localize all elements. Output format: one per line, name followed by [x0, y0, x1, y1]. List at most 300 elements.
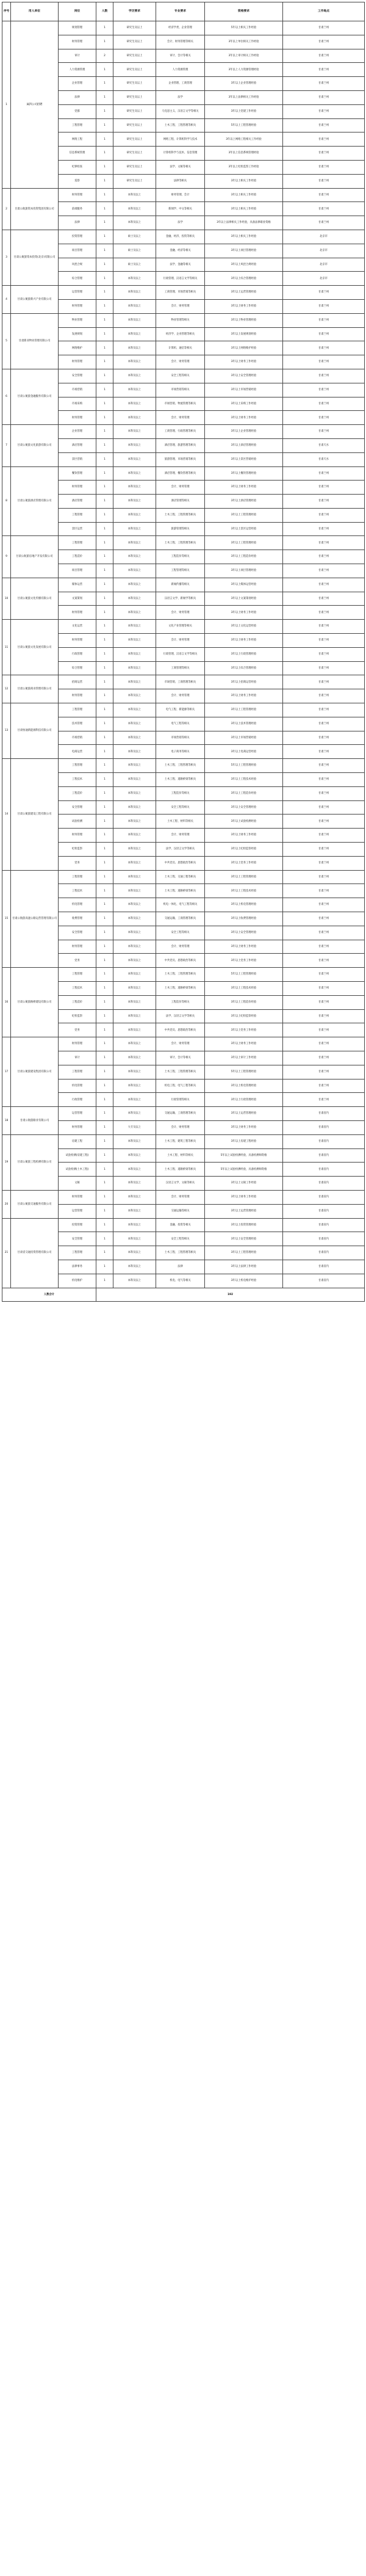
- count-cell: 1: [96, 1232, 113, 1246]
- qualification-cell: 3年以上网络维护经验: [205, 341, 283, 355]
- location-cell: 甘肃省内: [283, 1163, 365, 1177]
- education-cell: 本科及以上: [113, 912, 156, 926]
- major-cell: 土木工程、工程管理等相关: [156, 1246, 205, 1260]
- unit-cell: 甘肃新业物业管理有限公司: [11, 313, 59, 369]
- unit-cell: 甘肃公航旅交通服务有限公司: [11, 1190, 59, 1218]
- qualification-cell: 3年以上相关工作经验: [205, 230, 283, 244]
- qualification-cell: 3年以上收费管理经验: [205, 912, 283, 926]
- unit-cell: 甘肃公航旅酒店管理有限公司: [11, 466, 59, 536]
- major-cell: 会计、财务管理: [156, 411, 205, 425]
- count-cell: 1: [96, 745, 113, 759]
- major-cell: 行政管理、汉语言文学等相关: [156, 647, 205, 661]
- unit-cell: 甘肃公航旅文化传播有限公司: [11, 578, 59, 619]
- major-cell: 工程造价等相关: [156, 995, 205, 1009]
- education-cell: 本科及以上: [113, 1204, 156, 1218]
- location-cell: 甘肃兰州: [283, 536, 365, 550]
- unit-cell: 甘肃公航旅资本投资(北京)有限公司: [11, 230, 59, 285]
- qualification-cell: 3年以上工程管理经验: [205, 508, 283, 522]
- position-cell: 法律: [59, 90, 96, 104]
- unit-cell: 甘肃公航旅路业有限公司: [11, 1107, 59, 1135]
- position-cell: 财务管理: [59, 481, 96, 495]
- qualification-cell: 3年以上机电管理经验: [205, 1079, 283, 1093]
- major-cell: 酒店管理、旅游管理等相关: [156, 438, 205, 452]
- position-cell: 工程管理: [59, 118, 96, 132]
- major-cell: 行政管理等相关: [156, 1093, 205, 1107]
- position-cell: 收费管理: [59, 912, 96, 926]
- major-cell: 市场营销、物流管理等相关: [156, 397, 205, 411]
- count-cell: 1: [96, 369, 113, 383]
- location-cell: 甘肃兰州: [283, 829, 365, 843]
- header-count: 人数: [96, 2, 113, 21]
- unit-cell: 甘肃公航旅文化旅游有限公司: [11, 425, 59, 466]
- position-cell: 前端服务: [59, 202, 96, 216]
- education-cell: 本科及以上: [113, 1177, 156, 1191]
- position-cell: 机电维护: [59, 1274, 96, 1288]
- table-row: [2, 1037, 365, 1051]
- education-cell: 本科及以上: [113, 661, 156, 675]
- count-cell: 1: [96, 466, 113, 481]
- position-cell: 工程造价: [59, 786, 96, 800]
- location-cell: 甘肃兰州: [283, 49, 365, 63]
- position-cell: 安全管理: [59, 800, 96, 815]
- education-cell: 本科及以上: [113, 968, 156, 982]
- location-cell: 甘肃兰州: [283, 1065, 365, 1079]
- education-cell: 研究生及以上: [113, 147, 156, 161]
- location-cell: 甘肃省内: [283, 1190, 365, 1204]
- location-cell: 甘肃兰州: [283, 564, 365, 578]
- education-cell: 本科及以上: [113, 508, 156, 522]
- location-cell: 甘肃兰州: [283, 411, 365, 425]
- qualification-cell: 3年以上人力资源管理经验: [205, 63, 283, 77]
- qualification-cell: 3年以上安全管理经验: [205, 1232, 283, 1246]
- education-cell: 本科及以上: [113, 620, 156, 634]
- position-cell: 酒店管理: [59, 438, 96, 452]
- position-cell: 市场营销: [59, 731, 96, 745]
- position-cell: 党务: [59, 954, 96, 968]
- qualification-cell: 3年以上工程管理经验: [205, 870, 283, 884]
- count-cell: 1: [96, 968, 113, 982]
- position-cell: 文案策划: [59, 592, 96, 606]
- qualification-cell: 3年以上网络工程相关工作经验: [205, 132, 283, 147]
- number-cell: 14: [2, 759, 11, 870]
- education-cell: 本科及以上: [113, 536, 156, 550]
- number-cell: 5: [2, 313, 11, 369]
- major-cell: 会计、财务管理: [156, 299, 205, 313]
- education-cell: 本科及以上: [113, 717, 156, 731]
- location-cell: 甘肃兰州: [283, 341, 365, 355]
- position-cell: 纪检监察: [59, 843, 96, 857]
- position-cell: 工程管理: [59, 703, 96, 717]
- location-cell: 甘肃兰州: [283, 466, 365, 481]
- qualification-cell: 5年以上工程管理经验: [205, 968, 283, 982]
- location-cell: 甘肃兰州: [283, 327, 365, 341]
- table-row: [2, 703, 365, 717]
- education-cell: 本科及以上: [113, 1218, 156, 1232]
- major-cell: 土木工程、工程管理等相关: [156, 1065, 205, 1079]
- major-cell: 人力资源管理: [156, 63, 205, 77]
- total-row: [2, 1288, 365, 1302]
- count-cell: 1: [96, 313, 113, 327]
- unit-cell: 甘肃公航旅金融服务有限公司: [11, 369, 59, 424]
- count-cell: 1: [96, 717, 113, 731]
- qualification-cell: 3年以上招商运营经验: [205, 675, 283, 689]
- location-cell: 甘肃兰州: [283, 397, 365, 411]
- qualification-cell: 5年以上工程管理经验: [205, 759, 283, 773]
- position-cell: 工程技术: [59, 981, 96, 995]
- count-cell: 1: [96, 1107, 113, 1121]
- qualification-cell: 3年以上财务工作经验: [205, 299, 283, 313]
- location-cell: 甘肃兰州: [283, 856, 365, 870]
- position-cell: 酒店管理: [59, 495, 96, 509]
- location-cell: 甘肃兰州: [283, 508, 365, 522]
- qualification-cell: 3年以上行政管理经验: [205, 1093, 283, 1107]
- location-cell: 北京市: [283, 244, 365, 258]
- count-cell: 1: [96, 661, 113, 675]
- location-cell: 甘肃兰州: [283, 202, 365, 216]
- education-cell: 研究生及以上: [113, 174, 156, 188]
- count-cell: 1: [96, 522, 113, 536]
- qualification-cell: 3年以上安全管理经验: [205, 800, 283, 815]
- position-cell: 工程管理: [59, 1246, 96, 1260]
- count-cell: 1: [96, 1079, 113, 1093]
- table-row: [2, 1218, 365, 1232]
- count-cell: 1: [96, 355, 113, 369]
- qualification-cell: 3年以上文秘工作经验: [205, 1177, 283, 1191]
- qualification-cell: 5年以上试验检测经验，具备检测师资格: [205, 1163, 283, 1177]
- education-cell: 本科及以上: [113, 815, 156, 829]
- table-row: [2, 1190, 365, 1204]
- unit-cell: 甘肃公航旅商业管理有限公司: [11, 675, 59, 703]
- qualification-cell: 3年以上综合管理经验: [205, 272, 283, 286]
- count-cell: 1: [96, 815, 113, 829]
- education-cell: 本科及以上: [113, 1037, 156, 1051]
- position-cell: 投资管理: [59, 230, 96, 244]
- qualification-cell: 3年以上单位相关工作经验: [205, 35, 283, 49]
- table-row: [2, 620, 365, 634]
- major-cell: 会计、财务管理: [156, 634, 205, 648]
- location-cell: 甘肃省内: [283, 1260, 365, 1274]
- count-cell: 1: [96, 884, 113, 898]
- position-cell: 审计: [59, 1051, 96, 1065]
- count-cell: 1: [96, 258, 113, 272]
- major-cell: 旅游管理、市场营销等相关: [156, 452, 205, 466]
- count-cell: 1: [96, 230, 113, 244]
- qualification-cell: 3年以上相关工作经验: [205, 202, 283, 216]
- education-cell: 本科及以上: [113, 578, 156, 592]
- qualification-cell: 3年以上企业管理经验: [205, 425, 283, 439]
- position-cell: 综合管理: [59, 272, 96, 286]
- count-cell: 1: [96, 940, 113, 954]
- number-cell: 6: [2, 369, 11, 424]
- education-cell: 本科及以上: [113, 884, 156, 898]
- education-cell: 本科及以上: [113, 355, 156, 369]
- education-cell: 本科及以上: [113, 731, 156, 745]
- education-cell: 本科及以上: [113, 452, 156, 466]
- education-cell: 本科及以上: [113, 272, 156, 286]
- location-cell: 甘肃省内: [283, 1204, 365, 1218]
- table-body: [2, 21, 365, 1302]
- number-cell: 18: [2, 1107, 11, 1135]
- count-cell: 1: [96, 495, 113, 509]
- location-cell: 甘肃兰州: [283, 884, 365, 898]
- position-cell: 工程管理: [59, 870, 96, 884]
- qualification-cell: 3年以上项目管理经验: [205, 564, 283, 578]
- major-cell: 会计、财务管理: [156, 940, 205, 954]
- qualification-cell: 5年以上工程管理经验: [205, 118, 283, 132]
- position-cell: 招商运营: [59, 675, 96, 689]
- education-cell: 研究生及以上: [113, 132, 156, 147]
- major-cell: 工商管理、市场营销等相关: [156, 286, 205, 300]
- major-cell: 土木工程、工程管理等相关: [156, 968, 205, 982]
- major-cell: 汉语言文学、文秘等相关: [156, 1177, 205, 1191]
- position-cell: 财务管理: [59, 829, 96, 843]
- education-cell: 本科及以上: [113, 606, 156, 620]
- number-cell: 12: [2, 675, 11, 703]
- qualification-cell: 3年以上财务工作经验: [205, 634, 283, 648]
- table-row: [2, 1107, 365, 1121]
- position-cell: 党群: [59, 104, 96, 118]
- major-cell: 土木工程、材料等相关: [156, 815, 205, 829]
- position-cell: 企业管理: [59, 77, 96, 91]
- major-cell: 土木工程、工程管理等相关: [156, 118, 205, 132]
- number-cell: 13: [2, 703, 11, 759]
- location-cell: 甘肃兰州: [283, 160, 365, 174]
- education-cell: 本科及以上: [113, 1134, 156, 1148]
- qualification-cell: 3年以上工程管理经验: [205, 703, 283, 717]
- qualification-cell: 3年以上相关工作经验: [205, 188, 283, 202]
- count-cell: 1: [96, 202, 113, 216]
- position-cell: 财务管理: [59, 940, 96, 954]
- count-cell: 1: [96, 244, 113, 258]
- education-cell: 研究生及以上: [113, 90, 156, 104]
- education-cell: 本科及以上: [113, 1009, 156, 1023]
- location-cell: 甘肃兰州: [283, 703, 365, 717]
- major-cell: 法学、金融等相关: [156, 258, 205, 272]
- major-cell: 法学、汉语言文学等相关: [156, 843, 205, 857]
- qualification-cell: 3年以上酒店管理经验: [205, 495, 283, 509]
- education-cell: 本科及以上: [113, 773, 156, 787]
- position-cell: 信息系统管理: [59, 147, 96, 161]
- qualification-cell: 3年以上审计相关工作经验: [205, 49, 283, 63]
- count-cell: 1: [96, 286, 113, 300]
- position-cell: 物业管理: [59, 313, 96, 327]
- location-cell: 甘肃兰州: [283, 383, 365, 397]
- qualification-cell: 3年以上工程造价经验: [205, 995, 283, 1009]
- count-cell: 1: [96, 438, 113, 452]
- unit-cell: 甘肃公航旅文化发展有限公司: [11, 620, 59, 675]
- education-cell: 本科及以上: [113, 411, 156, 425]
- count-cell: 1: [96, 773, 113, 787]
- position-cell: 试验检测: [59, 815, 96, 829]
- major-cell: 金融、经济等相关: [156, 244, 205, 258]
- qualification-cell: 3年以上财务工作经验: [205, 1037, 283, 1051]
- qualification-cell: 3年以上文化运营经验: [205, 620, 283, 634]
- location-cell: 甘肃兰州: [283, 1051, 365, 1065]
- major-cell: 行政管理、汉语言文学等相关: [156, 272, 205, 286]
- major-cell: 机电一体化、电气工程等相关: [156, 898, 205, 912]
- location-cell: 甘肃兰州: [283, 786, 365, 800]
- location-cell: 甘肃省内: [283, 1232, 365, 1246]
- major-cell: 计算机科学与技术、信息管理: [156, 147, 205, 161]
- major-cell: 财务管理、会计: [156, 188, 205, 202]
- education-cell: 本科及以上: [113, 425, 156, 439]
- count-cell: 1: [96, 1120, 113, 1134]
- education-cell: 本科及以上: [113, 1107, 156, 1121]
- education-cell: 本科及以上: [113, 1051, 156, 1065]
- location-cell: 甘肃兰州: [283, 647, 365, 661]
- education-cell: 本科及以上: [113, 592, 156, 606]
- header-position: 岗位: [59, 2, 96, 21]
- qualification-cell: 3年以上工程技术经验: [205, 981, 283, 995]
- location-cell: 甘肃兰州: [283, 981, 365, 995]
- education-cell: 本科及以上: [113, 1163, 156, 1177]
- count-cell: 1: [96, 383, 113, 397]
- education-cell: 本科及以上: [113, 1093, 156, 1107]
- education-cell: 本科及以上: [113, 313, 156, 327]
- number-cell: 20: [2, 1190, 11, 1218]
- qualification-cell: 3年以上采购工作经验: [205, 397, 283, 411]
- count-cell: 1: [96, 77, 113, 91]
- location-cell: 甘肃兰州: [283, 731, 365, 745]
- major-cell: 工程管理等相关: [156, 564, 205, 578]
- education-cell: 研究生及以上: [113, 77, 156, 91]
- major-cell: 电气工程等相关: [156, 717, 205, 731]
- table-row: [2, 188, 365, 202]
- unit-cell: 甘肃公航旅资本投资集团有限公司: [11, 188, 59, 230]
- major-cell: 企业管理、工商管理: [156, 77, 205, 91]
- unit-cell: 甘肃公航旅新兴产业有限公司: [11, 286, 59, 314]
- position-cell: 发展规划: [59, 327, 96, 341]
- location-cell: 甘肃兰州: [283, 174, 365, 188]
- education-cell: 本科及以上: [113, 481, 156, 495]
- location-cell: 甘肃兰州: [283, 1023, 365, 1037]
- education-cell: 研究生及以上: [113, 104, 156, 118]
- count-cell: 1: [96, 550, 113, 564]
- table-row: [2, 870, 365, 884]
- major-cell: 市场营销等相关: [156, 731, 205, 745]
- major-cell: 会计、财务管理: [156, 1120, 205, 1134]
- education-cell: 本科及以上: [113, 829, 156, 843]
- position-cell: 党务: [59, 856, 96, 870]
- qualification-cell: 3年以上机电管理经验: [205, 898, 283, 912]
- location-cell: 甘肃兰州: [283, 313, 365, 327]
- major-cell: 工程造价等相关: [156, 550, 205, 564]
- major-cell: 物业管理等相关: [156, 313, 205, 327]
- position-cell: 运营管理: [59, 286, 96, 300]
- major-cell: 电气工程、新能源等相关: [156, 703, 205, 717]
- major-cell: 法律等相关: [156, 174, 205, 188]
- location-cell: 甘肃兰州: [283, 926, 365, 940]
- location-cell: 甘肃兰州: [283, 77, 365, 91]
- major-cell: 经济学类、企业管理: [156, 21, 205, 35]
- major-cell: 金融、投资等相关: [156, 1218, 205, 1232]
- position-cell: 投资管理: [59, 1218, 96, 1232]
- location-cell: 甘肃兰州: [283, 355, 365, 369]
- location-cell: 甘肃兰州: [283, 843, 365, 857]
- qualification-cell: 3年以上财务工作经验: [205, 411, 283, 425]
- position-cell: 财务管理: [59, 35, 96, 49]
- location-cell: 甘肃兰州: [283, 968, 365, 982]
- major-cell: 新闻传播等相关: [156, 578, 205, 592]
- location-cell: 甘肃兰州: [283, 35, 365, 49]
- major-cell: 工商管理等相关: [156, 661, 205, 675]
- position-cell: 安全管理: [59, 926, 96, 940]
- table-row: [2, 466, 365, 481]
- position-cell: 机电管理: [59, 898, 96, 912]
- qualification-cell: 3年以上党务工作经验: [205, 1023, 283, 1037]
- major-cell: 土木工程、工程管理等相关: [156, 536, 205, 550]
- count-cell: 1: [96, 1177, 113, 1191]
- location-cell: 甘肃兰州: [283, 745, 365, 759]
- education-cell: 本科及以上: [113, 216, 156, 230]
- number-cell: 16: [2, 968, 11, 1037]
- location-cell: 甘肃省内: [283, 1177, 365, 1191]
- count-cell: 1: [96, 481, 113, 495]
- total-label: 人数合计: [2, 1288, 96, 1302]
- recruitment-table: [2, 2, 365, 1302]
- header-major: 专业要求: [156, 2, 205, 21]
- major-cell: 法律: [156, 1260, 205, 1274]
- count-cell: 1: [96, 843, 113, 857]
- education-cell: 本科及以上: [113, 397, 156, 411]
- position-cell: 财务管理: [59, 1120, 96, 1134]
- unit-cell: 甘肃公航旅建设集团有限公司: [11, 1037, 59, 1107]
- count-cell: 1: [96, 759, 113, 773]
- table-row: [2, 578, 365, 592]
- major-cell: 审计、会计等相关: [156, 49, 205, 63]
- count-cell: 1: [96, 800, 113, 815]
- education-cell: 本科及以上: [113, 286, 156, 300]
- major-cell: 安全工程等相关: [156, 926, 205, 940]
- location-cell: 甘肃兰州: [283, 299, 365, 313]
- location-cell: 北京市: [283, 272, 365, 286]
- education-cell: 本科及以上: [113, 202, 156, 216]
- qualification-cell: 3年以上信息系统管理经验: [205, 147, 283, 161]
- count-cell: 1: [96, 341, 113, 355]
- major-cell: 金融、经济、投资等相关: [156, 230, 205, 244]
- location-cell: 甘肃兰州: [283, 675, 365, 689]
- unit-cell: 属四公司招聘: [11, 21, 59, 189]
- education-cell: 本科及以上: [113, 870, 156, 884]
- position-cell: 景区运营: [59, 522, 96, 536]
- qualification-cell: 3年以上党务工作经验: [205, 954, 283, 968]
- major-cell: 会计、财务管理: [156, 606, 205, 620]
- major-cell: 旅游管理等相关: [156, 522, 205, 536]
- count-cell: 1: [96, 1037, 113, 1051]
- table-row: [2, 759, 365, 773]
- count-cell: 1: [96, 926, 113, 940]
- position-cell: 工程管理: [59, 508, 96, 522]
- qualification-cell: 3年以上行政管理经验: [205, 647, 283, 661]
- position-cell: 财务管理: [59, 299, 96, 313]
- education-cell: 本科及以上: [113, 522, 156, 536]
- number-cell: 10: [2, 578, 11, 619]
- position-cell: 媒体运营: [59, 578, 96, 592]
- table-row: [2, 1134, 365, 1148]
- count-cell: 1: [96, 327, 113, 341]
- location-cell: 甘肃省内: [283, 1246, 365, 1260]
- location-cell: 北京市: [283, 230, 365, 244]
- unit-cell: 甘肃省交通投资管理有限公司: [11, 1218, 59, 1288]
- table-row: [2, 675, 365, 689]
- education-cell: 本科及以上: [113, 926, 156, 940]
- location-cell: 甘肃兰州: [283, 606, 365, 620]
- count-cell: 1: [96, 188, 113, 202]
- location-cell: 甘肃兰州: [283, 132, 365, 147]
- position-cell: 财务管理: [59, 634, 96, 648]
- table-row: [2, 425, 365, 439]
- education-cell: 本科及以上: [113, 786, 156, 800]
